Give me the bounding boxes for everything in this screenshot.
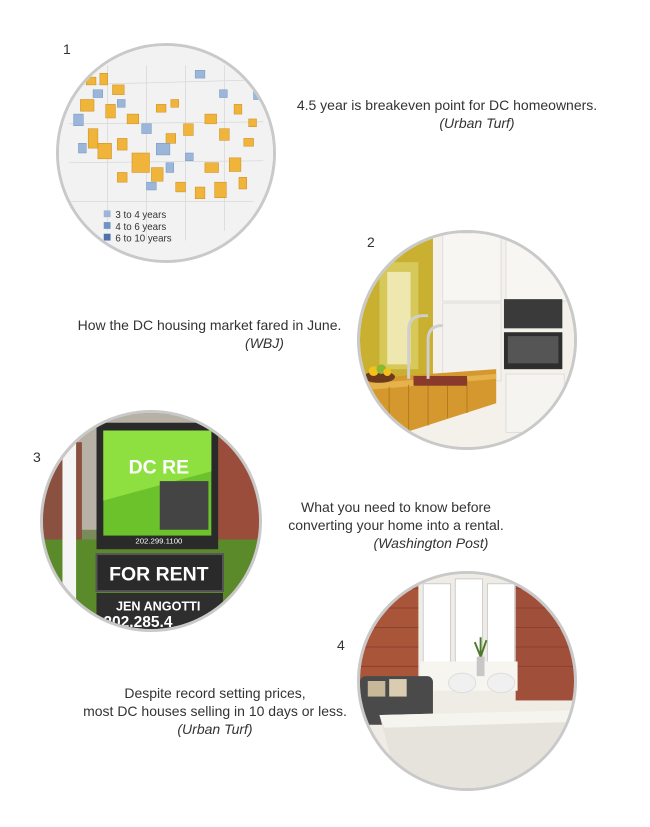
kitchen-image-circle[interactable] xyxy=(357,230,577,450)
caption-1-text: 4.5 year is breakeven point for DC homeowners. xyxy=(296,97,598,113)
caption-4-line2: most DC houses selling in 10 days or less. xyxy=(83,703,347,719)
legend-item-3: 6 to 10 years xyxy=(115,233,172,245)
for-rent-text: FOR RENT xyxy=(109,563,209,586)
kitchen-image xyxy=(360,233,574,447)
caption-4-source[interactable]: (Urban Turf) xyxy=(177,721,253,737)
map-image-circle[interactable] xyxy=(56,43,276,263)
legend-item-1: 3 to 4 years xyxy=(115,210,167,222)
agent-phone-text: 202.285.4 xyxy=(103,614,173,629)
caption-2 xyxy=(62,316,357,352)
sign-brand-text: DC RE xyxy=(128,456,190,479)
living-room-image xyxy=(360,574,574,788)
agent-name-text: JEN ANGOTTI xyxy=(115,599,201,614)
sign-phone-text: 202.299.1100 xyxy=(135,536,183,546)
caption-3-line2: converting your home into a rental. xyxy=(288,517,504,533)
item-number-3: 3 xyxy=(33,449,41,465)
caption-2-text: How the DC housing market fared in June. xyxy=(77,317,342,333)
for-rent-sign-image xyxy=(43,413,259,629)
us-map-image xyxy=(59,46,273,260)
item-number-1: 1 xyxy=(63,41,71,57)
caption-3 xyxy=(276,498,516,552)
caption-1 xyxy=(282,96,612,132)
legend-cut-text: er xyxy=(66,210,76,222)
caption-3-source[interactable]: (Washington Post) xyxy=(373,535,489,551)
legend-item-2: 4 to 6 years xyxy=(115,221,167,233)
caption-1-source[interactable]: (Urban Turf) xyxy=(439,115,515,131)
for-rent-image-circle[interactable] xyxy=(40,410,262,632)
caption-3-line1: What you need to know before xyxy=(301,499,491,515)
item-number-4: 4 xyxy=(337,637,345,653)
caption-4-line1: Despite record setting prices, xyxy=(124,685,306,701)
caption-4 xyxy=(70,684,360,738)
caption-2-source[interactable]: (WBJ) xyxy=(245,335,284,351)
living-room-image-circle[interactable] xyxy=(357,571,577,791)
item-number-2: 2 xyxy=(367,234,375,250)
